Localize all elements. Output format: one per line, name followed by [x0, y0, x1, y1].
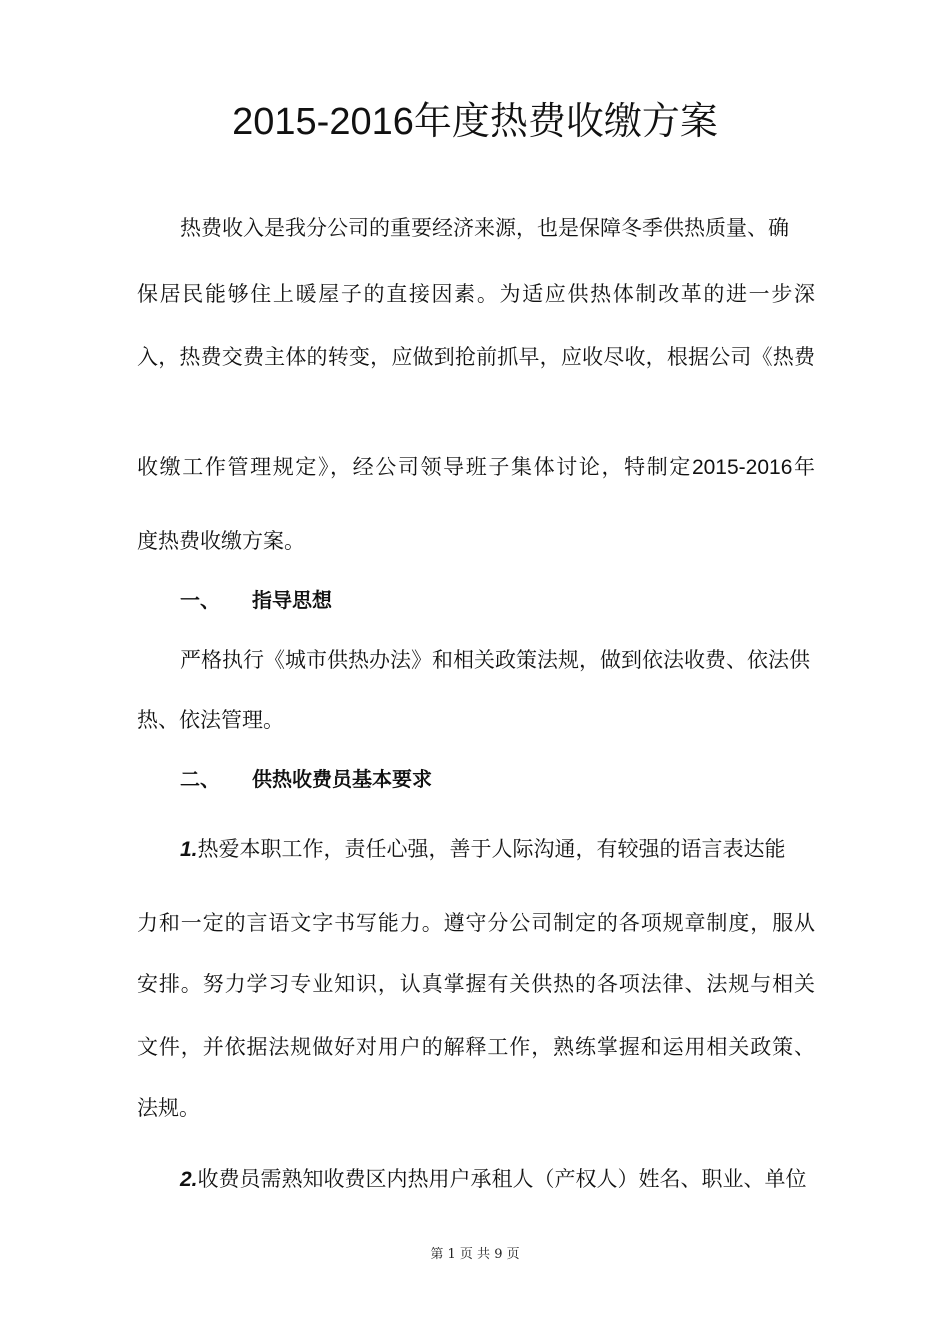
item-1-line-2: 力和一定的言语文字书写能力。遵守分公司制定的各项规章制度，服从 — [137, 911, 815, 935]
section-1-line-1: 严格执行《城市供热办法》和相关政策法规，做到依法收费、依法供 — [180, 648, 810, 672]
section-2-title: 供热收费员基本要求 — [252, 767, 432, 791]
intro-line-4-text: 收缴工作管理规定》，经公司领导班子集体讨论，特制定 — [137, 455, 692, 479]
item-1-line-4: 文件，并依据法规做好对用户的解释工作，熟练掌握和运用相关政策、 — [137, 1035, 815, 1059]
item-1-line-3: 安排。努力学习专业知识，认真掌握有关供热的各项法律、法规与相关 — [137, 972, 815, 996]
item-1-number: 1. — [180, 838, 198, 861]
section-2-heading — [180, 764, 432, 794]
intro-line-3: 入，热费交费主体的转变，应做到抢前抓早，应收尽收，根据公司《热费 — [137, 345, 815, 369]
item-2-text: 收费员需熟知收费区内热用户承租人（产权人）姓名、职业、单位 — [197, 1167, 807, 1191]
item-1-line-5: 法规。 — [137, 1096, 200, 1120]
intro-line-1: 热费收入是我分公司的重要经济来源，也是保障冬季供热质量、确 — [180, 216, 789, 240]
section-1-title: 指导思想 — [252, 588, 332, 612]
item-1-line-1 — [180, 834, 815, 865]
section-2-number: 二、 — [180, 767, 220, 791]
intro-line-5: 度热费收缴方案。 — [137, 529, 305, 553]
intro-year-range: 2015-2016 — [691, 456, 793, 479]
section-1-line-2: 热、依法管理。 — [137, 708, 284, 732]
intro-line-4 — [137, 452, 815, 483]
item-1-text: 热爱本职工作，责任心强，善于人际沟通，有较强的语言表达能 — [197, 837, 786, 861]
document-title: 2015-2016年度热费收缴方案 — [232, 101, 718, 143]
intro-line-2: 保居民能够住上暖屋子的直接因素。为适应供热体制改革的进一步深 — [137, 282, 815, 306]
intro-line-4-suffix: 年 — [792, 455, 816, 479]
item-2-number: 2. — [180, 1168, 198, 1191]
item-2-line-1 — [180, 1164, 815, 1195]
section-1-heading — [180, 585, 332, 615]
page-footer: 第 1 页 共 9 页 — [430, 1247, 520, 1262]
section-1-number: 一、 — [180, 588, 220, 612]
